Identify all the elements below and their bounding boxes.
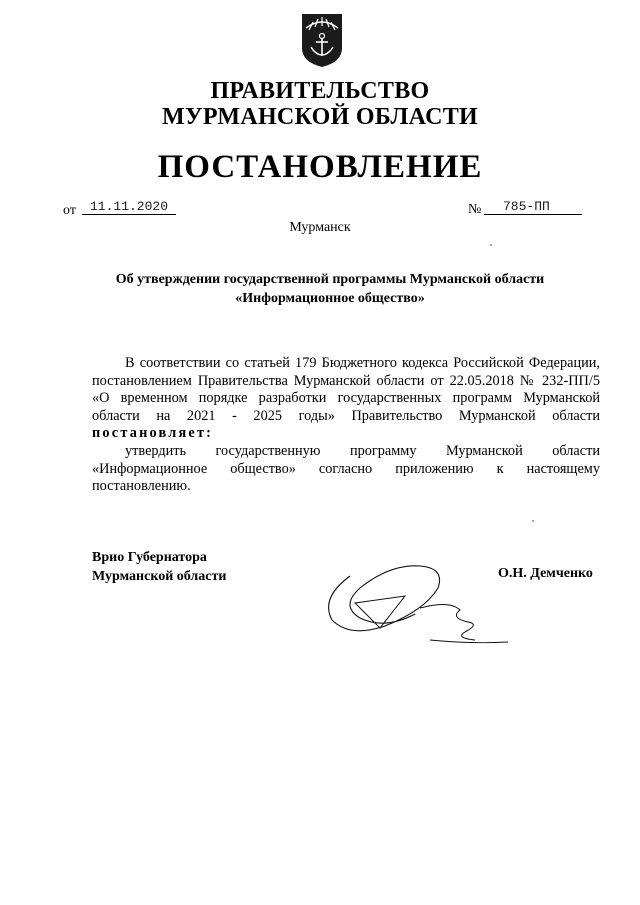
murmansk-coat-of-arms-icon — [300, 12, 344, 68]
document-subject — [80, 270, 580, 308]
date-underline — [82, 214, 176, 215]
document-body — [92, 355, 600, 496]
number-underline — [484, 214, 582, 215]
decree-word: постановляет: — [92, 425, 214, 442]
number-prefix: № — [468, 202, 482, 217]
organization-name-line1: ПРАВИТЕЛЬСТВО — [210, 78, 430, 104]
scan-speck — [532, 520, 534, 522]
document-number: 785-ПП — [503, 199, 550, 214]
organization-name-line2: МУРМАНСКОЙ ОБЛАСТИ — [162, 104, 478, 130]
subject-line1: Об утверждении государственной программы Мурманской области — [115, 272, 545, 287]
city-name: Мурманск — [289, 220, 351, 235]
date-prefix: от — [63, 203, 76, 218]
body-paragraph-2: утвердить государственную программу Мурманской области «Информационное общество» согласно приложению к настоящему постановлению. — [92, 442, 600, 495]
document-type-title: ПОСТАНОВЛЕНИЕ — [157, 149, 483, 185]
body-paragraph-1-text: В соответствии со статьей 179 Бюджетного кодекса Российской Федерации, постановлением Правительства Мурманской области от 22.05.2018 № 232-ПП/5 «О временном порядке разработки государственных программ Мурманской области на 2021 - 2025 годы» Правительство Мурманской области — [92, 355, 600, 424]
scan-speck — [490, 244, 492, 246]
signatory-name: О.Н. Демченко — [498, 566, 593, 581]
handwritten-signature — [280, 548, 510, 658]
signatory-title — [92, 548, 226, 586]
body-paragraph-1 — [92, 355, 600, 443]
subject-line2: «Информационное общество» — [235, 291, 425, 306]
document-date: 11.11.2020 — [90, 199, 169, 214]
signatory-title-line2: Мурманской области — [92, 569, 227, 584]
signatory-title-line1: Врио Губернатора — [92, 550, 207, 565]
